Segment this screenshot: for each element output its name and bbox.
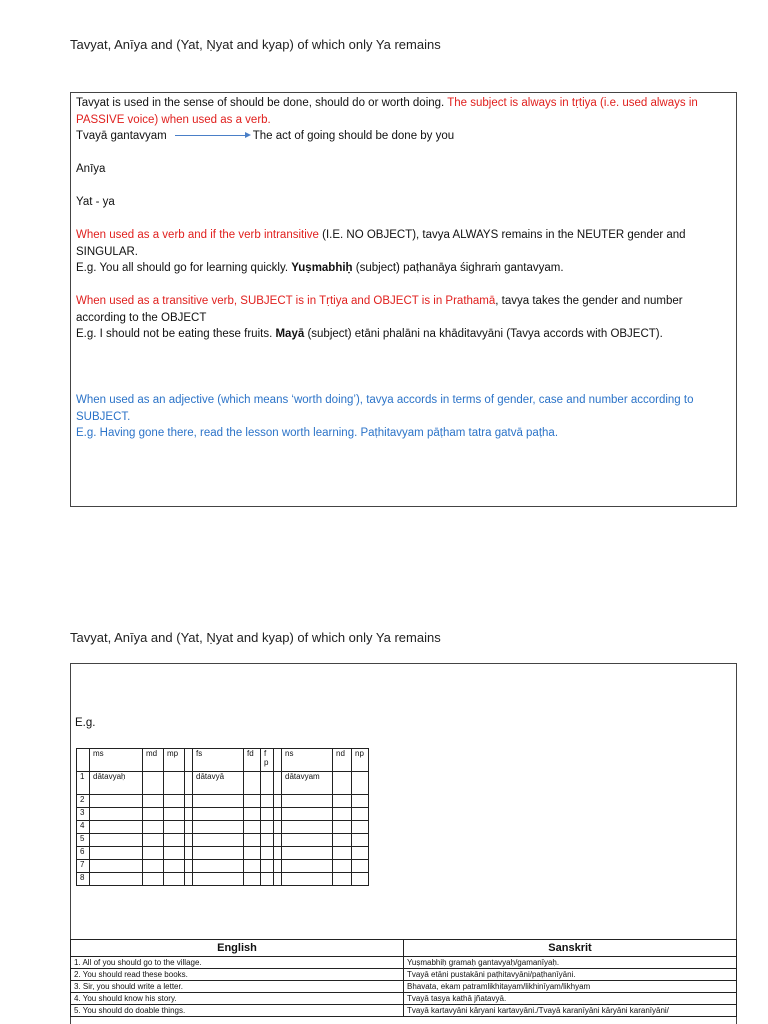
declension-cell: [143, 834, 164, 847]
declension-cell: [185, 860, 193, 873]
declension-header-row: [77, 749, 369, 772]
declension-cell: [274, 772, 282, 795]
yat-heading: Yat - ya: [76, 196, 115, 208]
declension-cell: [244, 873, 261, 886]
declension-cell: [282, 834, 333, 847]
declension-cell: [333, 873, 352, 886]
declension-cell: [352, 860, 369, 873]
header-cell: [185, 749, 193, 772]
declension-cell: [164, 847, 185, 860]
declension-cell: [164, 873, 185, 886]
declension-cell: [352, 834, 369, 847]
tavyat-notes-box: [70, 92, 737, 507]
declension-cell: [274, 834, 282, 847]
declension-cell: [261, 772, 274, 795]
declension-cell: 1: [77, 772, 90, 795]
declension-cell: [193, 873, 244, 886]
english-cell: 4. You should know his story.: [71, 993, 404, 1005]
declension-cell: [185, 821, 193, 834]
transitive-rule-text: , tavya takes the gender and number according to the OBJECT: [76, 295, 683, 324]
translation-header-row: [71, 940, 737, 957]
declension-cell: [274, 808, 282, 821]
declension-cell: [143, 847, 164, 860]
declension-cell: 2: [77, 795, 90, 808]
declension-cell: [185, 772, 193, 795]
declension-cell: [185, 873, 193, 886]
header-cell: fd: [244, 749, 261, 772]
declension-cell: dātavyaḥ: [90, 772, 143, 795]
declension-cell: [244, 772, 261, 795]
declension-row: [77, 808, 369, 821]
declension-cell: [333, 860, 352, 873]
header-cell: md: [143, 749, 164, 772]
declension-cell: [164, 808, 185, 821]
declension-cell: [352, 873, 369, 886]
declension-cell: [282, 808, 333, 821]
declension-cell: [90, 873, 143, 886]
declension-cell: [193, 847, 244, 860]
declension-cell: [143, 808, 164, 821]
aniya-heading: Anīya: [76, 163, 106, 175]
english-cell: 3. Sir, you should write a letter.: [71, 981, 404, 993]
declension-cell: [282, 821, 333, 834]
declension-cell: [274, 821, 282, 834]
declension-row: [77, 860, 369, 873]
sanskrit-cell: Bhavata, ekam patramlikhitayam/likhinīyam/likhyam: [404, 981, 737, 993]
declension-cell: [274, 860, 282, 873]
declension-cell: [193, 808, 244, 821]
declension-cell: dātavyam: [282, 772, 333, 795]
tables-box: [70, 663, 737, 1024]
declension-cell: [143, 772, 164, 795]
declension-cell: [261, 860, 274, 873]
declension-cell: [274, 873, 282, 886]
header-cell: [274, 749, 282, 772]
header-cell: ms: [90, 749, 143, 772]
transitive-rule-red: When used as a transitive verb, SUBJECT is in Tṛtiya and OBJECT is in Prathamā: [76, 295, 496, 307]
declension-cell: 4: [77, 821, 90, 834]
translation-row: [71, 957, 737, 969]
declension-cell: [352, 821, 369, 834]
translation-row: [71, 969, 737, 981]
sanskrit-cell: Tvayā tasya kathā jñatavyā.: [404, 993, 737, 1005]
declension-cell: [261, 795, 274, 808]
declension-cell: [185, 808, 193, 821]
declension-cell: [143, 860, 164, 873]
adjective-example: E.g. Having gone there, read the lesson worth learning. Paṭhitavyam pāṭham tatra gatvā paṭha.: [76, 427, 559, 439]
sanskrit-cell: Yuṣmabhiḥ gramaḥ gantavyaḥ/gamanīyaḥ.: [404, 957, 737, 969]
intransitive-example-sanskrit: (subject) paṭhanāya śighraṁ gantavyam.: [352, 262, 564, 274]
transitive-example: [76, 326, 731, 343]
intro-paragraph: [76, 95, 731, 128]
declension-cell: [261, 821, 274, 834]
header-cell: nd: [333, 749, 352, 772]
declension-table: [76, 748, 369, 886]
intransitive-rule-text: (I.E. NO OBJECT), tavya ALWAYS remains in the NEUTER gender and SINGULAR.: [76, 229, 686, 258]
declension-cell: [282, 860, 333, 873]
english-header: English: [71, 940, 404, 957]
declension-row: [77, 847, 369, 860]
header-cell: mp: [164, 749, 185, 772]
declension-cell: 7: [77, 860, 90, 873]
declension-cell: [282, 795, 333, 808]
transitive-example-subject: Mayā: [275, 328, 305, 340]
example-english: The act of going should be done by you: [252, 130, 455, 142]
example-line: [76, 128, 731, 145]
english-cell: 2. You should read these books.: [71, 969, 404, 981]
header-cell: [77, 749, 90, 772]
declension-cell: [90, 847, 143, 860]
declension-row: [77, 795, 369, 808]
declension-cell: [164, 821, 185, 834]
declension-cell: [261, 873, 274, 886]
declension-cell: [90, 834, 143, 847]
declension-cell: [282, 847, 333, 860]
header-cell: f p: [261, 749, 274, 772]
declension-cell: [333, 772, 352, 795]
transitive-rule: [76, 293, 731, 326]
declension-cell: [244, 795, 261, 808]
declension-cell: [282, 873, 333, 886]
header-cell: fs: [193, 749, 244, 772]
transitive-example-text: E.g. I should not be eating these fruits.: [76, 328, 276, 340]
transitive-example-sanskrit: (subject) etāni phalāni na khāditavyāni (Tavya accords with OBJECT).: [304, 328, 663, 340]
declension-cell: [244, 847, 261, 860]
declension-cell: [333, 847, 352, 860]
declension-cell: [244, 834, 261, 847]
declension-cell: [274, 795, 282, 808]
example-sanskrit: Tvayā gantavyam: [76, 130, 167, 142]
declension-row: [77, 821, 369, 834]
adjective-rule: When used as an adjective (which means ‘worth doing’), tavya accords in terms of gender, case and number according to SUBJECT.: [76, 394, 694, 423]
declension-cell: [193, 860, 244, 873]
declension-cell: [143, 873, 164, 886]
intransitive-example-text: E.g. You all should go for learning quickly.: [76, 262, 292, 274]
declension-cell: [90, 821, 143, 834]
declension-row: [77, 873, 369, 886]
sanskrit-cell: Tvayā kartavyāni kāryani kartavyāni./Tvayā karanīyāni kāryāni karanīyāni/: [404, 1005, 737, 1017]
declension-cell: [193, 821, 244, 834]
declension-cell: [164, 772, 185, 795]
section-2-title: Tavyat, Anīya and (Yat, Ṇyat and kyap) of which only Ya remains: [70, 630, 441, 645]
declension-cell: [352, 772, 369, 795]
declension-cell: 8: [77, 873, 90, 886]
declension-cell: 6: [77, 847, 90, 860]
header-cell: ns: [282, 749, 333, 772]
declension-cell: [274, 847, 282, 860]
declension-row: [77, 772, 369, 795]
declension-cell: [261, 847, 274, 860]
declension-cell: [333, 795, 352, 808]
declension-cell: [143, 821, 164, 834]
translation-table: [70, 939, 737, 1017]
declension-cell: [333, 821, 352, 834]
declension-cell: [185, 847, 193, 860]
translation-row: [71, 981, 737, 993]
english-cell: 5. You should do doable things.: [71, 1005, 404, 1017]
translation-row: [71, 1005, 737, 1017]
declension-cell: [352, 808, 369, 821]
declension-cell: [352, 847, 369, 860]
declension-cell: [185, 795, 193, 808]
translation-row: [71, 993, 737, 1005]
declension-cell: [333, 808, 352, 821]
declension-cell: [261, 808, 274, 821]
intro-rule: The subject is always in tṛtiya (i.e. used always in PASSIVE voice) when used as a verb.: [76, 97, 698, 126]
eg-label: E.g.: [75, 717, 96, 729]
declension-cell: [90, 808, 143, 821]
declension-cell: [164, 795, 185, 808]
declension-cell: dātavyā: [193, 772, 244, 795]
declension-cell: [193, 834, 244, 847]
sanskrit-cell: Tvayā etāni pustakāni paṭhitavyāni/paṭhanīyāni.: [404, 969, 737, 981]
declension-cell: [244, 860, 261, 873]
header-cell: np: [352, 749, 369, 772]
declension-cell: [90, 795, 143, 808]
declension-cell: [193, 795, 244, 808]
declension-cell: [244, 808, 261, 821]
intransitive-example-subject: Yuṣmabhiḥ: [291, 262, 353, 274]
declension-row: [77, 834, 369, 847]
declension-cell: 3: [77, 808, 90, 821]
english-cell: 1. All of you should go to the village.: [71, 957, 404, 969]
declension-cell: [333, 834, 352, 847]
declension-cell: [261, 834, 274, 847]
declension-cell: [244, 821, 261, 834]
declension-cell: [185, 834, 193, 847]
declension-cell: [352, 795, 369, 808]
arrow-icon: [175, 131, 251, 140]
declension-cell: [164, 860, 185, 873]
sanskrit-header: Sanskrit: [404, 940, 737, 957]
declension-cell: [90, 860, 143, 873]
declension-cell: [143, 795, 164, 808]
intro-text: Tavyat is used in the sense of should be done, should do or worth doing.: [76, 97, 448, 109]
declension-cell: [164, 834, 185, 847]
intransitive-example: [76, 260, 731, 277]
intransitive-rule-red: When used as a verb and if the verb intransitive: [76, 229, 319, 241]
section-1-title: Tavyat, Anīya and (Yat, Ṇyat and kyap) of which only Ya remains: [70, 37, 441, 52]
intransitive-rule: [76, 227, 731, 260]
declension-cell: 5: [77, 834, 90, 847]
